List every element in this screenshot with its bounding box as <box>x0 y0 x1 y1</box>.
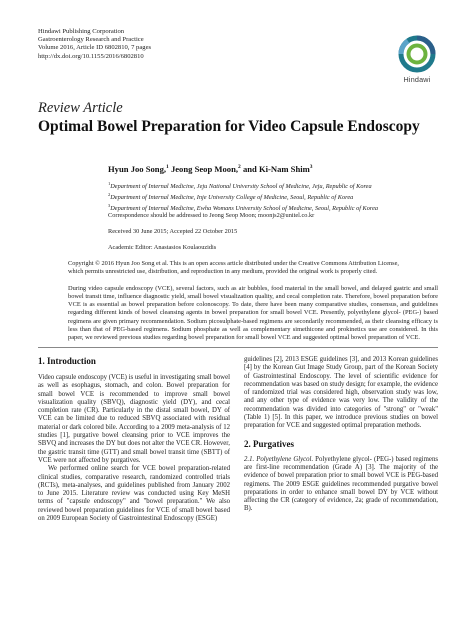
journal-info <box>38 28 238 61</box>
article-type: Review Article <box>38 100 123 116</box>
author-affiliation-mark: 1 <box>166 164 169 171</box>
subsection-title: 2.1. Polyethylene Glycol. <box>244 455 314 463</box>
publisher-name: Hindawi Publishing Corporation <box>38 28 125 35</box>
paragraph: We performed online search for VCE bowel preparation-related clinical studies, comparative research, randomized controlled trials (RCTs), meta-analyses, and guidelines published from January 2002 to June 2015. Literature review was conducted using Key MeSH terms of "capsule endoscopy" and "bowel preparation." We also reviewed bowel preparation guidelines for VCE of small bowel based on 2009 European Society of Gastrointestinal Endoscopy (ESGE) <box>38 465 230 523</box>
hindawi-logo-icon <box>397 34 437 74</box>
volume-info: Volume 2016, Article ID 6802810, 7 pages <box>38 44 152 52</box>
affiliation-text: Department of Internal Medicine, Inje University College of Medicine, Seoul, Republic of Korea <box>110 194 354 202</box>
author-name: and Ki-Nam Shim <box>242 164 310 174</box>
body-text <box>244 356 438 431</box>
academic-editor: Academic Editor: Anastasios Koulaouzidis <box>108 244 217 251</box>
author-affiliation-mark: 2 <box>238 164 241 171</box>
right-column <box>244 356 438 514</box>
paragraph: Video capsule endoscopy (VCE) is useful in investigating small bowel as well as esophagus, stomach, and colon. Bowel preparation for small bowel VCE is recommended to improve small bowel visualization quality (SBVQ), diagnostic yield (DY), and cecal completion rate (CR). Particularly in the distal small bowel, DY of VCE can be limited due to reduced SBVQ associated with residual material or dark colored bile. According to a 2009 meta-analysis of 12 studies [1], purgative bowel cleansing prior to VCE improves the SBVQ and increases the DY but does not alter the VCE CR. However, the gastric transit time (GTT) and small bowel transit time (SBTT) of VCE were not affected by purgatives. <box>38 374 230 464</box>
left-column <box>38 356 230 523</box>
correspondence: Correspondence should be addressed to Jeong Seop Moon; moonjs2@unitel.co.kr <box>108 212 315 219</box>
journal-name: Gastroenterology Research and Practice <box>38 36 144 44</box>
section-heading-purgatives: 2. Purgatives <box>244 438 294 449</box>
author-affiliation-mark: 3 <box>309 164 313 171</box>
affiliation <box>108 191 438 202</box>
affiliation-text: Department of Internal Medicine, Ewha Womans University School of Medicine, Seoul, Republic of Korea <box>110 205 379 213</box>
affiliations <box>108 180 438 214</box>
copyright-line: which permits unrestricted use, distribution, and reproduction in any medium, provided the original work is properly cited. <box>68 268 378 276</box>
abstract: During video capsule endoscopy (VCE), several factors, such as air bubbles, food material in the small bowel, and delayed gastric and small bowel transit time, influence diagnostic yield, small bowel visualization quality, and cecal completion rate. Therefore, bowel preparation before VCE is as essential as bowel preparation before colonoscopy. To date, there have been many comparative studies, consensus, and guidelines regarding different kinds of bowel cleansing agents in bowel preparation for small bowel VCE. Presently, polyethylene glycol- (PEG-) based regimens are given primary recommendation. Sodium picosulphate-based regimens are secondarily recommended, as their cleansing efficacy is less than that of PEG-based regimens. Sodium phosphate as well as complementary simethicone and prokinetics use are considered. In this paper, we reviewed previous studies regarding bowel preparation for small bowel VCE and suggested optimal bowel preparation of VCE. <box>68 285 438 341</box>
doi-link[interactable]: http://dx.doi.org/10.1155/2016/6802810 <box>38 52 144 60</box>
article-title: Optimal Bowel Preparation for Video Capsule Endoscopy <box>38 118 420 135</box>
body-text <box>38 374 230 523</box>
affiliation-number: 2 <box>108 192 111 198</box>
affiliation-number: 3 <box>108 203 111 209</box>
subsection-text: Polyethylene glycol- (PEG-) based regimens are first-line recommendation (Grade A) [3]. The majority of the evidence of bowel preparation prior to small bowel VCE is PEG-based regimens. The 2009 ESGE guidelines recommended purgative bowel preparations in order to enhance small bowel DY by VCE without affecting the CR (category of evidence, 2a; grade of recommendation, B). <box>244 455 438 513</box>
affiliation-number: 1 <box>108 181 111 186</box>
affiliation <box>108 180 438 191</box>
received-dates: Received 30 June 2015; Accepted 22 October 2015 <box>108 228 238 235</box>
affiliation-text: Department of Internal Medicine, Jeju National University School of Medicine, Jeju, Republic of Korea <box>110 183 372 191</box>
section-heading-introduction: 1. Introduction <box>38 356 96 366</box>
paragraph <box>244 456 438 514</box>
copyright-line: Copyright © 2016 Hyun Joo Song et al. This is an open access article distributed under the Creative Commons Attribution License, <box>68 260 400 267</box>
body-text <box>244 456 438 514</box>
hindawi-logo <box>393 34 441 84</box>
author-name: Jeong Seop Moon, <box>170 164 239 174</box>
author-name: Hyun Joo Song, <box>108 164 167 174</box>
copyright-notice <box>68 260 438 276</box>
divider <box>38 347 438 348</box>
paragraph: guidelines [2], 2013 ESGE guidelines [3], and 2013 Korean guidelines [4] by the Korean Gut Image Study Group, part of the Korean Society of Gastrointestinal Endoscopy. The level of scientific evidence for recommendation was based on study design; for example, the evidence of randomized trial was considered high, observation study was low, and any other type of evidence was very low. The validity of the recommendation was divided into categories of "strong" or "weak" (Table 1) [5]. In this paper, we introduce previous studies on bowel preparation for VCE and suggested optimal preparation methods. <box>244 356 438 430</box>
author-list <box>108 164 313 174</box>
logo-wordmark: Hindawi <box>403 75 431 84</box>
